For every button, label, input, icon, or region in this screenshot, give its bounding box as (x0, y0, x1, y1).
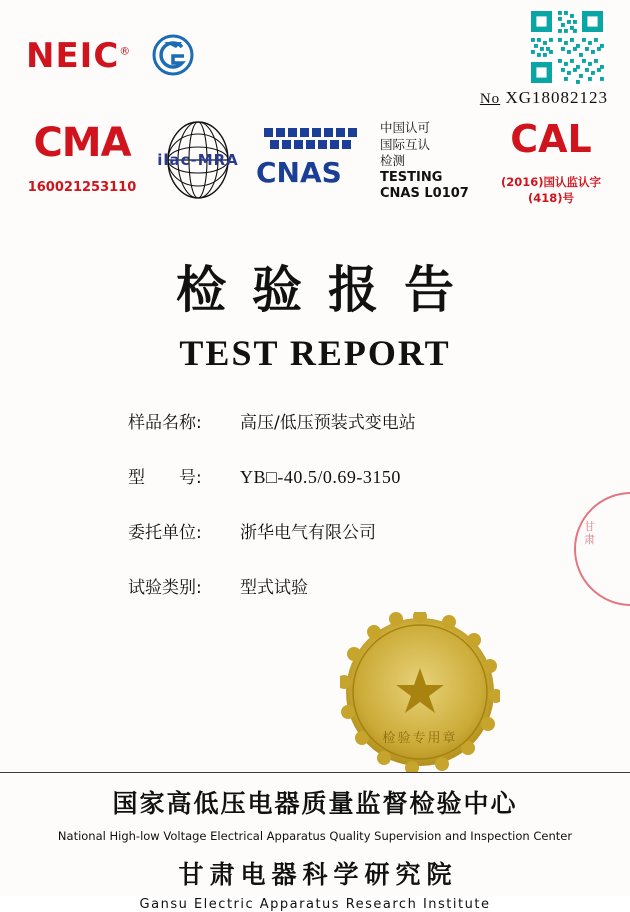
cal-mark-text: CAL (510, 117, 592, 161)
cnas-mark-text: CNAS (256, 156, 342, 189)
cnas-info-code: CNAS L0107 (380, 186, 469, 201)
certificate-number-label: No (479, 91, 501, 107)
field-label-test-type: 试验类别: (128, 578, 202, 598)
cma-mark-text: CMA (33, 120, 131, 166)
ilac-mra-mark (150, 118, 246, 202)
cal-mark (492, 116, 610, 206)
neic-logo-text: NEIC (26, 36, 120, 76)
cnas-mark (256, 126, 374, 189)
cnas-info-line3: 检测 (380, 153, 406, 168)
cnas-bars-icon (262, 126, 366, 152)
footer (0, 780, 630, 912)
official-seal (340, 612, 500, 772)
certificate-number-value: XG18082123 (505, 88, 608, 107)
registered-mark: ® (119, 44, 132, 58)
cma-mark (18, 120, 146, 195)
cal-mark-number: (2016)国认监认字(418)号 (500, 175, 602, 205)
organization-name-cn: 国家高低压电器质量监督检验中心 (112, 789, 518, 818)
institute-name-en: Gansu Electric Apparatus Research Institute (139, 897, 491, 912)
qr-code-icon (528, 8, 606, 86)
field-value-client: 浙华电气有限公司 (240, 523, 376, 543)
field-label-model: 型 号: (128, 468, 202, 488)
field-label-sample-name: 样品名称: (128, 413, 202, 433)
page-title-en: TEST REPORT (179, 333, 451, 373)
field-value-sample-name: 高压/低压预装式变电站 (240, 413, 416, 433)
field-row (128, 408, 548, 433)
footer-divider (0, 772, 630, 773)
cnas-accreditation-info (380, 120, 469, 203)
cnas-info-testing: TESTING (380, 169, 443, 185)
field-label-client: 委托单位: (128, 523, 202, 543)
certificate-number (480, 88, 608, 108)
neic-logo (26, 36, 131, 76)
seal-bottom-text: 检验专用章 (382, 731, 458, 746)
accreditation-marks-row (0, 112, 630, 222)
institute-name-cn: 甘肃电器科学研究院 (178, 860, 458, 889)
field-row (128, 573, 548, 598)
field-row (128, 518, 548, 543)
field-value-test-type: 型式试验 (240, 578, 308, 598)
edge-red-stamp-text: 甘肃 (584, 520, 595, 546)
report-fields (128, 408, 548, 628)
seal-graphic-icon (340, 612, 500, 772)
cma-mark-number: 160021253110 (27, 180, 137, 195)
organization-name-en: National High-low Voltage Electrical Apparatus Quality Supervision and Inspection Center (57, 829, 573, 843)
field-row (128, 463, 548, 488)
ilac-mra-text: ilac-MRA (157, 151, 239, 169)
field-value-model: YB□-40.5/0.69-3150 (240, 467, 401, 487)
page-title-cn: 检验报告 (176, 261, 480, 319)
certification-g-icon (152, 34, 194, 76)
cnas-info-line2: 国际互认 (380, 136, 431, 152)
edge-red-stamp (574, 492, 630, 606)
cnas-info-line1: 中国认可 (380, 120, 431, 135)
